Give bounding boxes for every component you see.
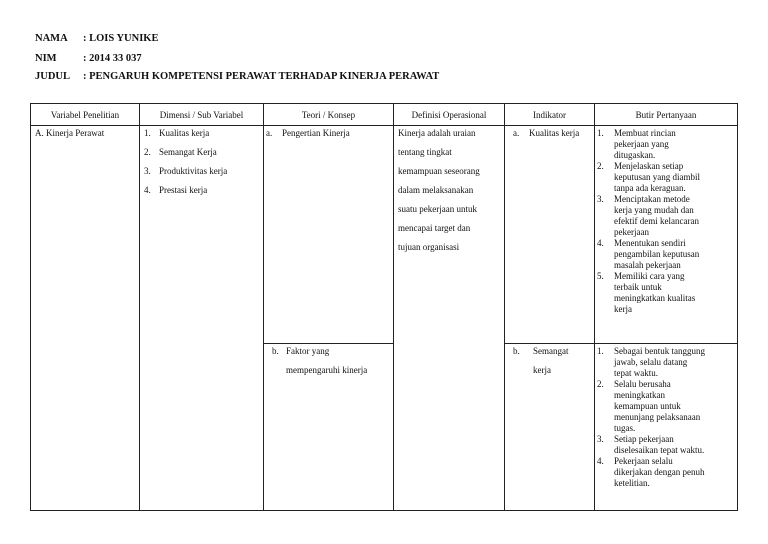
col-header-butir: Butir Pertanyaan <box>595 104 738 126</box>
question-item: 4. Pekerjaan selalu dikerjakan dengan penuh ketelitian. <box>597 456 705 488</box>
definition-line: kemampuan seseorang <box>398 166 480 176</box>
nim-row <box>35 53 142 64</box>
dimension-item: 3. Produktivitas kerja <box>144 166 228 176</box>
col-header-indikator: Indikator <box>505 104 595 126</box>
definition-cell <box>394 126 505 511</box>
nama-value: : LOIS YUNIKE <box>83 33 159 44</box>
definition-line: Kinerja adalah uraian <box>398 128 476 138</box>
definition-line: dalam melaksanakan <box>398 185 474 195</box>
nim-label: NIM <box>35 53 57 64</box>
butir-cell-a <box>595 126 738 344</box>
question-item: 3. Menciptakan metode kerja yang mudah dan efektif demi kelancaran pekerjaan <box>597 194 699 237</box>
table-row <box>31 126 738 344</box>
theory-cell-a <box>264 126 394 344</box>
indicator-cell-b <box>505 344 595 511</box>
nama-label: NAMA <box>35 33 68 44</box>
definition-line: tujuan organisasi <box>398 242 460 252</box>
table-header-row <box>31 104 738 126</box>
question-item: 4. Menentukan sendiri pengambilan keputusan masalah pekerjaan <box>597 238 700 270</box>
question-item: 1. Membuat rincian pekerjaan yang ditugaskan. <box>597 128 676 160</box>
dimension-cell <box>140 126 264 511</box>
theory-item: b. Faktor yang mempengaruhi kinerja <box>272 346 368 375</box>
variable-cell <box>31 126 140 511</box>
indicator-item: a. Kualitas kerja <box>513 128 580 138</box>
question-item: 2. Menjelaskan setiap keputusan yang diambil tanpa ada keraguan. <box>597 161 700 193</box>
judul-row <box>35 71 439 82</box>
col-header-dimensi: Dimensi / Sub Variabel <box>140 104 264 126</box>
judul-label: JUDUL <box>35 71 71 82</box>
definition-line: suatu pekerjaan untuk <box>398 204 477 214</box>
nama-row <box>35 33 158 44</box>
col-header-variabel: Variabel Penelitian <box>31 104 140 126</box>
indicator-item: b. Semangat kerja <box>513 346 569 375</box>
definition-line: mencapai target dan <box>398 223 471 233</box>
dimension-item: 2. Semangat Kerja <box>144 147 217 157</box>
nim-value: : 2014 33 037 <box>83 53 142 64</box>
question-item: 3. Setiap pekerjaan diselesaikan tepat waktu. <box>597 434 705 455</box>
research-table <box>30 103 738 511</box>
indicator-cell-a <box>505 126 595 344</box>
variable-name: A. Kinerja Perawat <box>35 128 105 138</box>
theory-cell-b <box>264 344 394 511</box>
theory-item: a. Pengertian Kinerja <box>266 128 350 138</box>
butir-cell-b <box>595 344 738 511</box>
col-header-definisi: Definisi Operasional <box>394 104 505 126</box>
judul-value: : PENGARUH KOMPETENSI PERAWAT TERHADAP KINERJA PERAWAT <box>83 71 440 82</box>
dimension-item: 4. Prestasi kerja <box>144 185 208 195</box>
dimension-item: 1. Kualitas kerja <box>144 128 210 138</box>
col-header-teori: Teori / Konsep <box>264 104 394 126</box>
definition-line: tentang tingkat <box>398 147 452 157</box>
question-item: 2. Selalu berusaha meningkatkan kemampuan untuk menunjang pelaksanaan tugas. <box>597 379 701 433</box>
question-item: 1. Sebagai bentuk tanggung jawab, selalu datang tepat waktu. <box>597 346 705 378</box>
question-item: 5. Memiliki cara yang terbaik untuk meningkatkan kualitas kerja <box>597 271 696 314</box>
